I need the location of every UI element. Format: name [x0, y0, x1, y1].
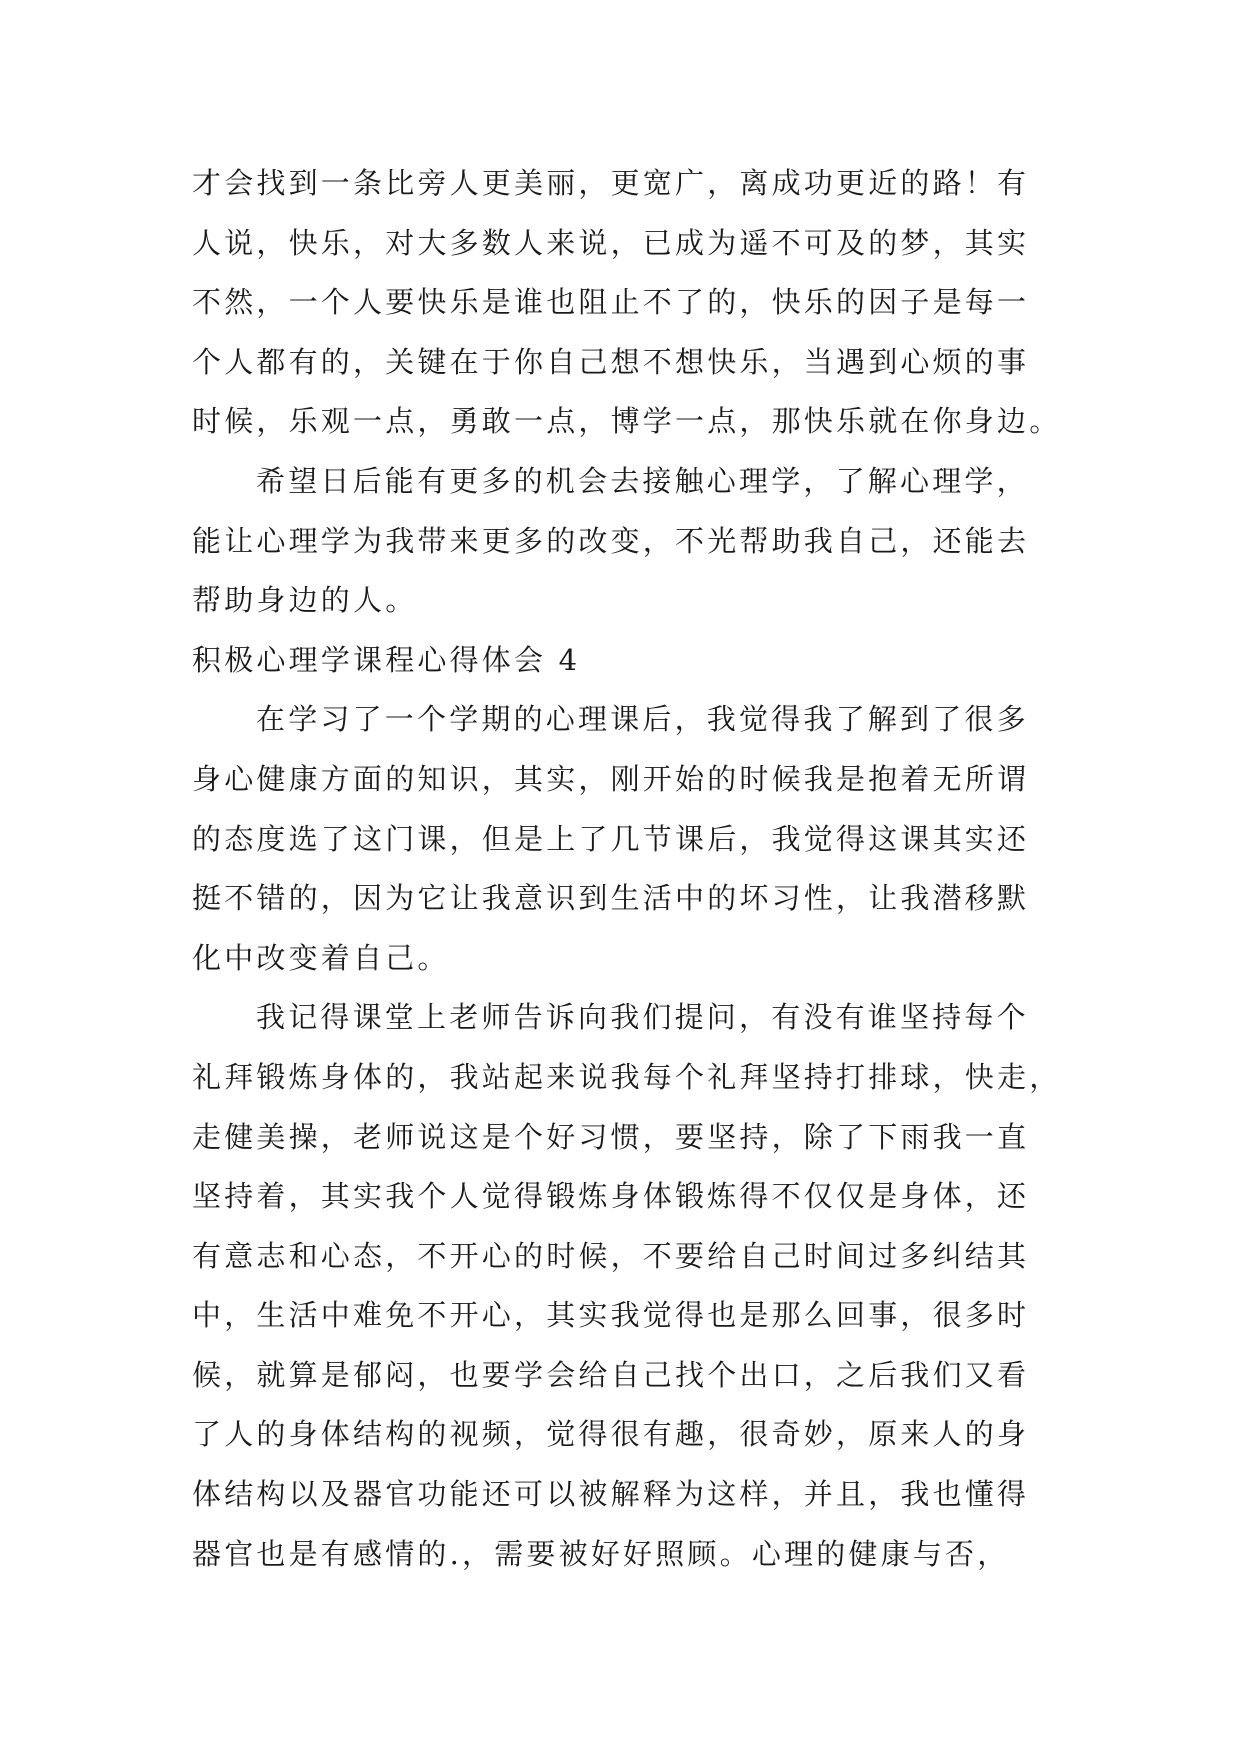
text-line: 礼拜锻炼身体的，我站起来说我每个礼拜坚持打排球，快走，	[192, 1059, 1062, 1094]
text-line: 个人都有的，关键在于你自己想不想快乐，当遇到心烦的事	[192, 344, 1030, 379]
paragraph-first-line: 我记得课堂上老师告诉向我们提问，有没有谁坚持每个	[256, 1000, 1029, 1035]
text-line: 候，就算是郁闷，也要学会给自己找个出口，之后我们又看	[192, 1357, 1030, 1392]
text-line: 的态度选了这门课，但是上了几节课后，我觉得这课其实还	[192, 821, 1030, 856]
section-heading: 积极心理学课程心得体会 4	[192, 642, 581, 677]
text-line: 了人的身体结构的视频，觉得很有趣，很奇妙，原来人的身	[192, 1417, 1030, 1452]
text-line: 能让心理学为我带来更多的改变，不光帮助我自己，还能去	[192, 523, 1030, 558]
paragraph-first-line: 希望日后能有更多的机会去接触心理学，了解心理学，	[256, 463, 1029, 498]
text-line: 有意志和心态，不开心的时候，不要给自己时间过多纠结其	[192, 1238, 1030, 1273]
text-line: 才会找到一条比旁人更美丽，更宽广，离成功更近的路！有	[192, 166, 1030, 200]
paragraph-first-line: 在学习了一个学期的心理课后，我觉得我了解到了很多	[256, 702, 1029, 737]
text-line: 化中改变着自己。	[192, 940, 450, 975]
text-line: 体结构以及器官功能还可以被解释为这样，并且，我也懂得	[192, 1477, 1030, 1512]
text-line: 中，生活中难免不开心，其实我觉得也是那么回事，很多时	[192, 1298, 1030, 1333]
document-body	[192, 154, 1072, 1584]
text-line: 不然，一个人要快乐是谁也阻止不了的，快乐的因子是每一	[192, 285, 1030, 320]
text-line: 器官也是有感情的.，需要被好好照顾。心理的健康与否，	[192, 1536, 1010, 1571]
text-line: 坚持着，其实我个人觉得锻炼身体锻炼得不仅仅是身体，还	[192, 1179, 1030, 1214]
text-line: 人说，快乐，对大多数人来说，已成为遥不可及的梦，其实	[192, 225, 1030, 260]
text-line: 帮助身边的人。	[192, 583, 418, 618]
text-line: 挺不错的，因为它让我意识到生活中的坏习性，让我潜移默	[192, 881, 1030, 916]
text-line: 身心健康方面的知识，其实，刚开始的时候我是抱着无所谓	[192, 761, 1030, 796]
text-line: 走健美操，老师说这是个好习惯，要坚持，除了下雨我一直	[192, 1119, 1030, 1154]
text-line: 时候，乐观一点，勇敢一点，博学一点，那快乐就在你身边。	[192, 404, 1062, 439]
